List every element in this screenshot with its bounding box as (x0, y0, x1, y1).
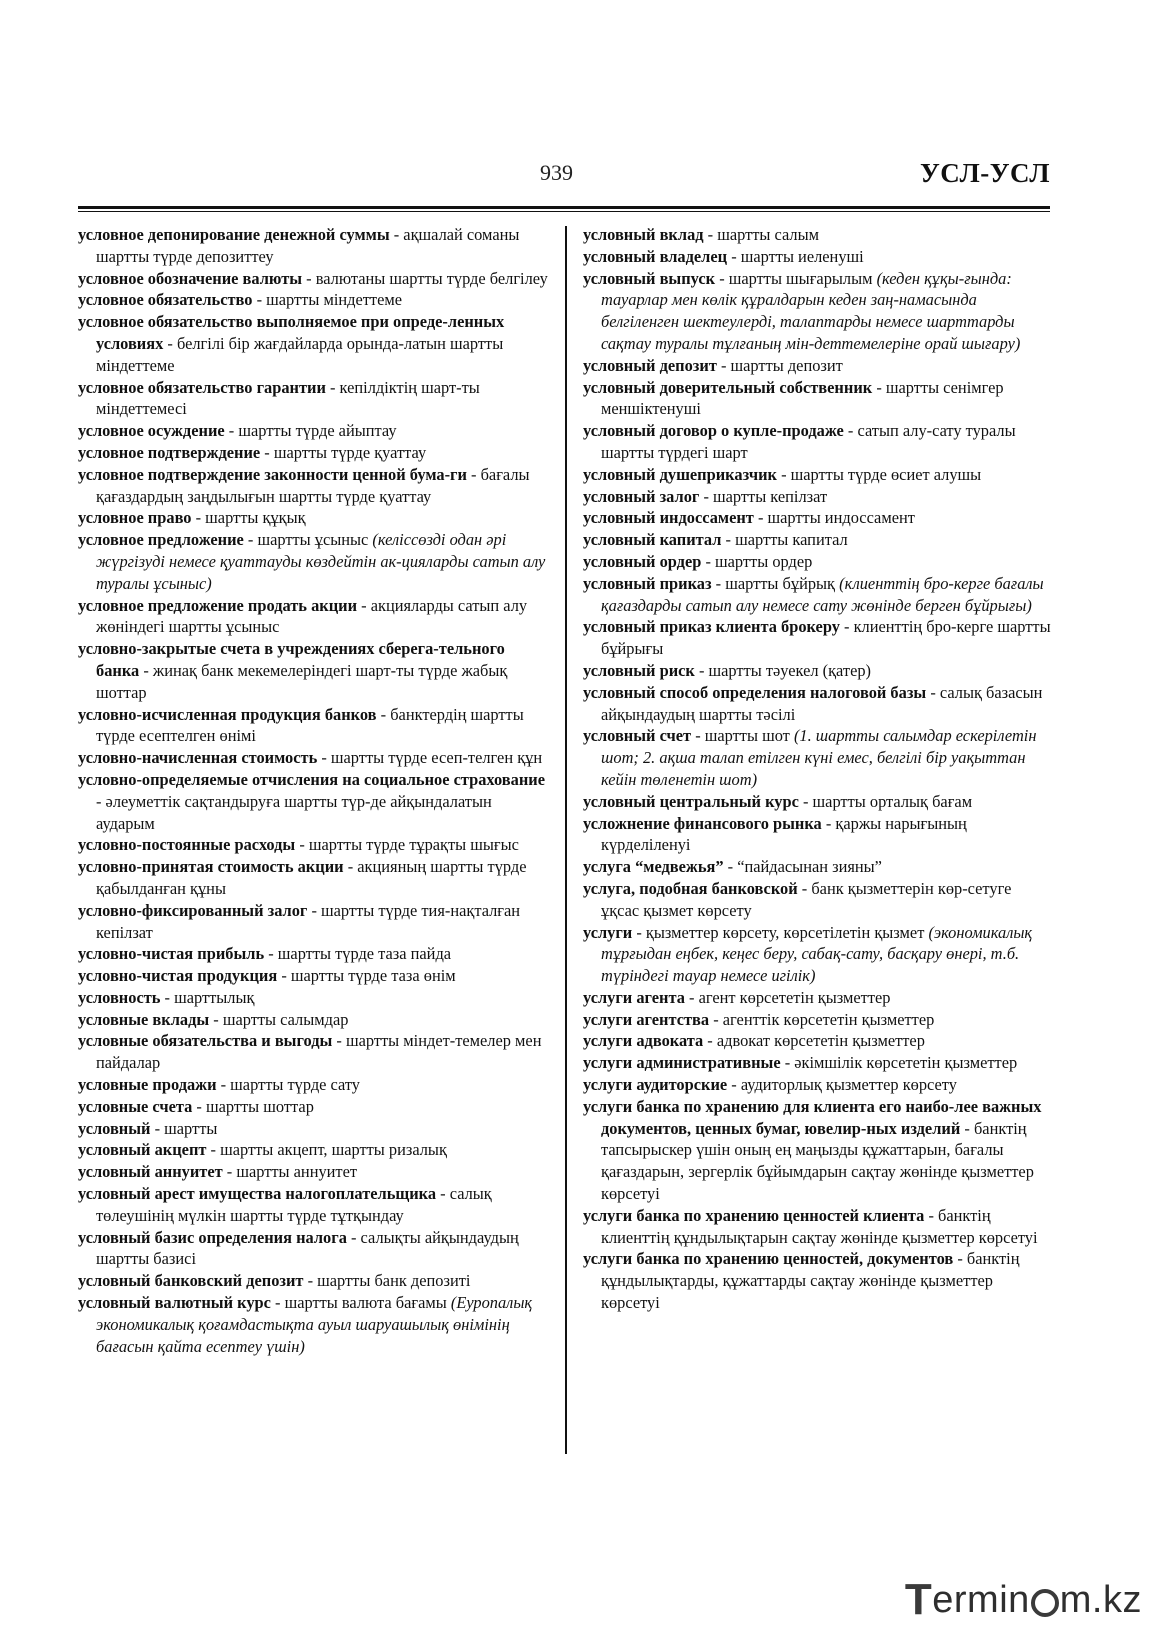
entry-term: условный валютный курс (78, 1293, 271, 1313)
entry-term: условный способ определения налоговой базы (583, 682, 927, 702)
entry-definition: - шартты индоссамент (753, 508, 915, 528)
dictionary-entry (583, 1030, 1053, 1052)
entry-term: условное обозначение валюты (78, 268, 303, 288)
entry-term: условные счета (78, 1096, 193, 1116)
dictionary-entry (78, 965, 548, 987)
entry-definition: - шартты түрде қуаттау (260, 442, 427, 462)
entry-definition: - шартты капитал (721, 530, 848, 550)
entry-note: (экономикалық тұрғыдан еңбек, кеңес беру, сабақ-сату, басқару өнері, т.б. түріндегі тауар немесе игілік) (601, 922, 1033, 986)
entry-definition: - шартты түрде сату (216, 1075, 360, 1095)
entry-definition: - шартты түрде таза өнім (277, 966, 456, 986)
entry-definition: - шартты кепілзат (699, 486, 828, 506)
entry-definition: - кепілдіктің шарт-ты міндеттемесі (96, 377, 480, 419)
entry-term: условный (78, 1118, 151, 1138)
running-head: УСЛ-УСЛ (919, 158, 1050, 188)
entry-definition: - әлеуметтік сақтандыруға шартты түр-де айқындалатын аударым (96, 791, 492, 833)
dictionary-entry (78, 747, 548, 769)
entry-term: услуги агента (583, 987, 685, 1007)
entry-term: условно-фиксированный залог (78, 900, 308, 920)
dictionary-entry (583, 573, 1053, 617)
entry-definition: - шартты бұйрық (711, 573, 840, 593)
entry-definition: - клиенттің бро-керге шартты бұйрығы (601, 617, 1051, 659)
entry-term: условное подтверждение (78, 442, 261, 462)
entry-definition: - қаржы нарығының күрделіленуі (601, 813, 967, 855)
entry-definition: - әкімшілік көрсететін қызметтер (780, 1053, 1018, 1073)
entry-term: условное обязательство гарантии (78, 377, 326, 397)
entry-term: условное подтверждение законности ценной бума-ги (78, 464, 467, 484)
entry-term: условный капитал (583, 530, 722, 550)
entry-note: (келіссөзді одан әрі жүргізуді немесе қуаттауды көздейтін ак-цияларды сатып алу туралы ұсыныс) (96, 530, 546, 593)
entry-term: условное депонирование денежной суммы (78, 225, 390, 244)
dictionary-entry (78, 1183, 548, 1227)
dictionary-entry (583, 616, 1053, 660)
entry-definition: - валютаны шартты түрде белгілеу (302, 268, 548, 288)
entry-definition: - шартты ордер (701, 551, 813, 571)
logo-text-part-2: m.kz (1059, 1578, 1142, 1621)
dictionary-entry (583, 1009, 1053, 1031)
entry-term: условный счет (583, 726, 692, 746)
entry-term: условное осуждение (78, 421, 225, 441)
entry-definition: - шарттылық (160, 987, 255, 1007)
entry-definition: - шартты түрде есеп-телген құн (317, 748, 543, 768)
entry-note: (1. шартты салымдар ескерілетін шот; 2. ақша талап етілген күні емес, белгілі бір уақыттан кейін төленетін шот) (601, 726, 1037, 789)
dictionary-entry (583, 987, 1053, 1009)
entry-term: условное право (78, 508, 192, 528)
dictionary-entry (583, 464, 1053, 486)
entry-term: условное обязательство (78, 290, 253, 310)
entry-term: условный доверительный собственник (583, 377, 873, 397)
entry-term: услуги агентства (583, 1009, 710, 1029)
dictionary-entry (78, 268, 548, 290)
dictionary-entry (78, 769, 548, 834)
entry-definition: - акцияның шартты түрде қабылданған құны (96, 857, 527, 898)
entry-note: (клиенттің бро-керге бағалы қағаздарды сатып алу немесе сату жөнінде берген бұйрығы) (601, 573, 1044, 615)
dictionary-entry (583, 551, 1053, 573)
dictionary-entry (583, 1096, 1053, 1205)
dictionary-entry (78, 289, 548, 311)
entry-term: условные обязательства и выгоды (78, 1031, 333, 1051)
entry-definition: - шартты акцепт, шартты ризалық (206, 1140, 447, 1160)
dictionary-entry (78, 1074, 548, 1096)
entry-term: условный ордер (583, 551, 702, 571)
entry-definition: - белгілі бір жағдайларда орында-латын шартты міндеттеме (96, 333, 504, 375)
dictionary-entry (583, 486, 1053, 508)
entry-term: условный владелец (583, 246, 728, 266)
dictionary-entry (78, 900, 548, 944)
dictionary-entry (78, 704, 548, 748)
entry-term: условно-определяемые отчисления на социальное страхование (78, 769, 545, 789)
entry-term: условный приказ клиента брокеру (583, 617, 840, 637)
entry-definition: - шартты түрде тұрақты шығыс (295, 835, 519, 855)
entry-definition: - шартты орталық бағам (798, 791, 973, 811)
entry-definition: - шартты депозит (716, 355, 843, 375)
left-column (78, 224, 548, 1357)
entry-definition: - салықты айқындаудың шартты базисі (96, 1227, 519, 1269)
dictionary-entry (78, 1161, 548, 1183)
entry-definition: - банктің тапсырыскер үшін оның ең маңызды құжаттарын, бағалы қағаздарын, зергерлік бұйымдарын сақтау жөнінде қызметтер көрсетуі (601, 1118, 1034, 1204)
dictionary-entry (583, 725, 1053, 790)
logo-o-ring-icon (1031, 1589, 1059, 1617)
entry-definition: - банктердің шартты түрде есептелген өнімі (96, 704, 524, 746)
entry-term: условно-принятая стоимость акции (78, 857, 344, 877)
entry-term: условное предложение (78, 530, 244, 550)
termincom-logo (905, 1575, 1142, 1625)
dictionary-entry (78, 1030, 548, 1074)
entry-note: (кеден құқы-ғында: тауарлар мен көлік құралдарын кеден заң-намасында белгіленген шектеулерді, талаптарды немесе шарттарды сақтау туралы тұлғаның мін-деттемелеріне орай шығару) (601, 268, 1021, 353)
dictionary-entry (583, 682, 1053, 726)
dictionary-entry (78, 311, 548, 376)
dictionary-entry (78, 1139, 548, 1161)
entry-definition: - салық базасын айқындаудың шартты тәсілі (601, 682, 1043, 724)
entry-definition: - салық төлеушінің мүлкін шартты түрде тұтқындау (96, 1184, 492, 1225)
entry-definition: - шартты (150, 1118, 218, 1138)
entry-definition: - шартты салымдар (209, 1009, 349, 1029)
column-divider (565, 226, 567, 1454)
header-rule-thick (78, 206, 1050, 209)
entry-term: условный банковский депозит (78, 1271, 304, 1291)
entry-term: условно-начисленная стоимость (78, 748, 318, 768)
entry-term: услуги аудиторские (583, 1075, 728, 1095)
dictionary-entry (583, 529, 1053, 551)
entry-definition: - шартты салым (703, 225, 819, 244)
entry-term: условное обязательство выполняемое при опреде-ленных условиях (78, 312, 505, 353)
entry-definition: - банктің клиенттің құндылықтарын сақтау жөнінде қызметтер көрсетуі (601, 1205, 1038, 1247)
entry-definition: - сатып алу-сату туралы шартты түрдегі шарт (601, 421, 1016, 462)
entry-definition: - шартты шығарылым (715, 268, 877, 288)
entry-definition: - шартты аннуитет (222, 1162, 358, 1182)
entry-term: услуги адвоката (583, 1031, 704, 1051)
dictionary-entry (583, 377, 1053, 421)
entry-term: условность (78, 987, 161, 1007)
dictionary-entry (78, 1009, 548, 1031)
dictionary-entry (583, 224, 1053, 246)
entry-definition: - шартты міндет-темелер мен пайдалар (96, 1031, 542, 1073)
dictionary-entry (583, 246, 1053, 268)
entry-term: услуги банка по хранению для клиента его наибо-лее важных документов, ценных бумаг, ювелир-ных изделий (583, 1096, 1042, 1138)
logo-text-part-1: ermin (932, 1578, 1030, 1621)
dictionary-entry (78, 1270, 548, 1292)
right-column (583, 224, 1053, 1314)
logo-t-icon: T (904, 1575, 933, 1624)
entry-definition: - шартты түрде тия-нақталған кепілзат (96, 900, 521, 942)
entry-term: условный залог (583, 486, 700, 506)
entry-term: услуги банка по хранению ценностей клиента (583, 1205, 925, 1225)
entry-definition: - шартты иеленуші (727, 246, 864, 266)
entry-definition: - шартты валюта бағамы (270, 1293, 451, 1313)
dictionary-entry (78, 943, 548, 965)
entry-term: условный душеприказчик (583, 464, 777, 484)
dictionary-entry (78, 834, 548, 856)
dictionary-entry (78, 507, 548, 529)
dictionary-entry (583, 1248, 1053, 1313)
dictionary-entry (78, 420, 548, 442)
dictionary-entry (78, 1292, 548, 1357)
entry-term: условный акцепт (78, 1140, 207, 1160)
dictionary-entry (78, 529, 548, 594)
entry-term: условный договор о купле-продаже (583, 421, 844, 441)
entry-definition: - жинақ банк мекемелеріндегі шарт-ты түрде жабық шоттар (96, 660, 508, 702)
entry-definition: - бағалы қағаздардың заңдылығын шартты түрде қуаттау (96, 464, 530, 506)
entry-definition: - шартты сенімгер меншіктенуші (601, 377, 1004, 419)
entry-definition: - ақшалай соманы шартты түрде депозиттеу (96, 225, 520, 266)
dictionary-entry (78, 224, 548, 268)
dictionary-entry (583, 1205, 1053, 1249)
entry-definition: - шартты банк депозиті (303, 1271, 471, 1291)
entry-definition: - шартты міндеттеме (252, 290, 403, 310)
entry-term: условное предложение продать акции (78, 595, 358, 615)
dictionary-entry (583, 507, 1053, 529)
entry-definition: - адвокат көрсететін қызметтер (703, 1031, 925, 1051)
dictionary-entry (78, 1227, 548, 1271)
dictionary-entry (583, 420, 1053, 464)
entry-term: условно-постоянные расходы (78, 835, 296, 855)
entry-term: условный арест имущества налогоплательщика (78, 1184, 437, 1204)
dictionary-entry (583, 1074, 1053, 1096)
entry-definition: - шартты шот (691, 726, 794, 746)
dictionary-entry (583, 268, 1053, 355)
entry-term: условный вклад (583, 225, 704, 244)
dictionary-entry (78, 1118, 548, 1140)
entry-term: услуги банка по хранению ценностей, документов (583, 1249, 954, 1269)
dictionary-entry (78, 464, 548, 508)
entry-definition: - шартты түрде таза пайда (264, 944, 452, 964)
entry-definition: - аудиторлық қызметтер көрсету (727, 1075, 957, 1095)
entry-term: условные продажи (78, 1075, 217, 1095)
entry-definition: - шартты ұсыныс (243, 530, 373, 550)
entry-definition: - шартты құқық (191, 508, 306, 528)
entry-term: услуга, подобная банковской (583, 878, 798, 898)
entry-definition: - банктің құндылықтарды, құжаттарды сақтау жөнінде қызметтер көрсетуі (601, 1249, 1020, 1313)
dictionary-entry (78, 442, 548, 464)
entry-definition: - акцияларды сатып алу жөніндегі шартты ұсыныс (96, 595, 528, 637)
entry-term: услуга “медвежья” (583, 857, 724, 877)
entry-term: условный риск (583, 660, 695, 680)
header-rule-thin (78, 211, 1050, 212)
dictionary-entry (583, 856, 1053, 878)
entry-definition: - банк қызметтерін көр-сетуге ұқсас қызмет көрсету (601, 878, 1012, 920)
entry-term: условно-закрытые счета в учреждениях сберега-тельного банка (78, 639, 505, 680)
dictionary-entry (583, 660, 1053, 682)
entry-term: условный депозит (583, 355, 717, 375)
entry-note: (Еуропалық экономикалық қоғамдастықта ауыл шаруашылық өнімінің бағасын қайта есептеу үшін) (96, 1293, 533, 1356)
entry-term: условный центральный курс (583, 791, 799, 811)
dictionary-entry (583, 1052, 1053, 1074)
entry-term: условно-чистая продукция (78, 966, 278, 986)
entry-term: условный аннуитет (78, 1162, 223, 1182)
entry-term: условный приказ (583, 573, 712, 593)
entry-term: условные вклады (78, 1009, 210, 1029)
entry-definition: - шартты тәуекел (қатер) (694, 660, 872, 680)
entry-definition: - агент көрсететін қызметтер (684, 987, 891, 1007)
entry-definition: - шартты түрде өсиет алушы (776, 464, 982, 484)
entry-definition: - қызметтер көрсету, көрсетілетін қызмет (632, 922, 929, 942)
entry-term: условно-чистая прибыль (78, 944, 265, 964)
dictionary-entry (583, 813, 1053, 857)
entry-term: условный индоссамент (583, 508, 754, 528)
dictionary-entry (583, 355, 1053, 377)
dictionary-entry (78, 595, 548, 639)
entry-term: условный базис определения налога (78, 1227, 347, 1247)
entry-term: усложнение финансового рынка (583, 813, 822, 833)
entry-term: услуги административные (583, 1053, 781, 1073)
dictionary-entry (78, 856, 548, 900)
entry-definition: - шартты түрде айыптау (224, 421, 397, 441)
dictionary-entry (78, 987, 548, 1009)
dictionary-entry (78, 638, 548, 703)
entry-term: условно-исчисленная продукция банков (78, 704, 377, 724)
entry-definition: - агенттік көрсететін қызметтер (709, 1009, 935, 1029)
dictionary-entry (583, 878, 1053, 922)
dictionary-entry (78, 1096, 548, 1118)
entry-term: услуги (583, 922, 633, 942)
page-number: 939 (540, 160, 573, 185)
entry-definition: - шартты шоттар (192, 1096, 314, 1116)
dictionary-entry (583, 922, 1053, 987)
entry-definition: - “пайдасынан зияны” (723, 857, 882, 877)
dictionary-entry (78, 377, 548, 421)
entry-term: условный выпуск (583, 268, 716, 288)
dictionary-entry (583, 791, 1053, 813)
